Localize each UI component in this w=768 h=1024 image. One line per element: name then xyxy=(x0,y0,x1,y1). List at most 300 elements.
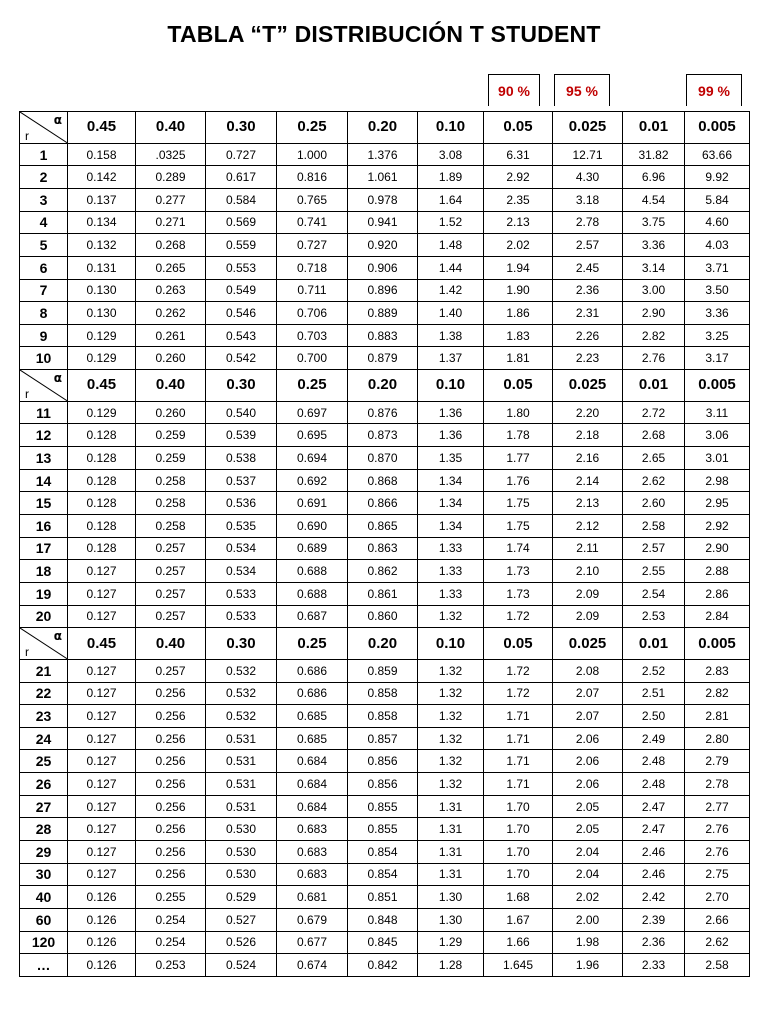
table-row xyxy=(20,188,750,211)
critical-value-cell: 2.20 xyxy=(553,401,623,424)
critical-value-cell: 1.32 xyxy=(418,773,484,796)
critical-value-cell: 0.534 xyxy=(206,560,277,583)
critical-value-cell: 4.54 xyxy=(623,188,685,211)
critical-value-cell: 0.259 xyxy=(136,447,206,470)
critical-value-cell: 1.33 xyxy=(418,582,484,605)
critical-value-cell: 0.862 xyxy=(348,560,418,583)
r-symbol: r xyxy=(25,128,29,143)
critical-value-cell: 0.127 xyxy=(68,560,136,583)
critical-value-cell: 2.11 xyxy=(553,537,623,560)
critical-value-cell: 0.134 xyxy=(68,211,136,234)
table-row xyxy=(20,256,750,279)
alpha-header-cell: 0.40 xyxy=(136,628,206,660)
critical-value-cell: 2.62 xyxy=(623,469,685,492)
critical-value-cell: 3.50 xyxy=(685,279,750,302)
critical-value-cell: 0.256 xyxy=(136,705,206,728)
critical-value-cell: 1.78 xyxy=(484,424,553,447)
critical-value-cell: 0.683 xyxy=(277,818,348,841)
critical-value-cell: 2.07 xyxy=(553,705,623,728)
critical-value-cell: 0.130 xyxy=(68,279,136,302)
critical-value-cell: 0.889 xyxy=(348,302,418,325)
alpha-header-row xyxy=(20,370,750,402)
critical-value-cell: 1.66 xyxy=(484,931,553,954)
critical-value-cell: 6.96 xyxy=(623,166,685,189)
critical-value-cell: 0.861 xyxy=(348,582,418,605)
critical-value-cell: 0.126 xyxy=(68,931,136,954)
critical-value-cell: 0.277 xyxy=(136,188,206,211)
critical-value-cell: 2.76 xyxy=(685,818,750,841)
critical-value-cell: 0.257 xyxy=(136,560,206,583)
degrees-of-freedom-cell: 11 xyxy=(20,401,68,424)
degrees-of-freedom-cell: 25 xyxy=(20,750,68,773)
alpha-header-cell: 0.005 xyxy=(685,112,750,144)
critical-value-cell: 0.538 xyxy=(206,447,277,470)
critical-value-cell: 1.64 xyxy=(418,188,484,211)
critical-value-cell: 1.000 xyxy=(277,143,348,166)
critical-value-cell: 2.10 xyxy=(553,560,623,583)
critical-value-cell: 1.30 xyxy=(418,886,484,909)
critical-value-cell: 2.86 xyxy=(685,582,750,605)
critical-value-cell: 2.33 xyxy=(623,954,685,977)
critical-value-cell: 0.526 xyxy=(206,931,277,954)
critical-value-cell: 1.34 xyxy=(418,514,484,537)
confidence-99-label: 99 % xyxy=(686,74,742,106)
critical-value-cell: 3.08 xyxy=(418,143,484,166)
critical-value-cell: 0.681 xyxy=(277,886,348,909)
critical-value-cell: 0.532 xyxy=(206,659,277,682)
critical-value-cell: 0.258 xyxy=(136,514,206,537)
critical-value-cell: 1.645 xyxy=(484,954,553,977)
critical-value-cell: 2.09 xyxy=(553,605,623,628)
table-row xyxy=(20,560,750,583)
critical-value-cell: 1.38 xyxy=(418,324,484,347)
degrees-of-freedom-cell: 27 xyxy=(20,795,68,818)
critical-value-cell: 0.130 xyxy=(68,302,136,325)
critical-value-cell: 0.533 xyxy=(206,605,277,628)
critical-value-cell: 0.920 xyxy=(348,234,418,257)
alpha-header-cell: 0.005 xyxy=(685,628,750,660)
critical-value-cell: 0.879 xyxy=(348,347,418,370)
critical-value-cell: 3.71 xyxy=(685,256,750,279)
critical-value-cell: 0.268 xyxy=(136,234,206,257)
critical-value-cell: 0.718 xyxy=(277,256,348,279)
alpha-header-cell: 0.30 xyxy=(206,112,277,144)
critical-value-cell: .0325 xyxy=(136,143,206,166)
alpha-header-row xyxy=(20,112,750,144)
critical-value-cell: 2.46 xyxy=(623,863,685,886)
critical-value-cell: 1.376 xyxy=(348,143,418,166)
critical-value-cell: 0.533 xyxy=(206,582,277,605)
critical-value-cell: 0.727 xyxy=(277,234,348,257)
critical-value-cell: 0.534 xyxy=(206,537,277,560)
critical-value-cell: 4.60 xyxy=(685,211,750,234)
critical-value-cell: 0.257 xyxy=(136,537,206,560)
critical-value-cell: 1.31 xyxy=(418,863,484,886)
alpha-header-cell: 0.25 xyxy=(277,112,348,144)
critical-value-cell: 0.127 xyxy=(68,582,136,605)
critical-value-cell: 0.584 xyxy=(206,188,277,211)
critical-value-cell: 2.04 xyxy=(553,841,623,864)
critical-value-cell: 0.863 xyxy=(348,537,418,560)
critical-value-cell: 0.128 xyxy=(68,514,136,537)
critical-value-cell: 0.530 xyxy=(206,863,277,886)
alpha-symbol: α xyxy=(53,371,62,386)
critical-value-cell: 2.75 xyxy=(685,863,750,886)
critical-value-cell: 1.33 xyxy=(418,560,484,583)
table-row xyxy=(20,908,750,931)
critical-value-cell: 0.694 xyxy=(277,447,348,470)
critical-value-cell: 1.061 xyxy=(348,166,418,189)
degrees-of-freedom-cell: 24 xyxy=(20,727,68,750)
degrees-of-freedom-cell: … xyxy=(20,954,68,977)
critical-value-cell: 2.57 xyxy=(623,537,685,560)
critical-value-cell: 2.16 xyxy=(553,447,623,470)
critical-value-cell: 2.77 xyxy=(685,795,750,818)
table-row xyxy=(20,279,750,302)
critical-value-cell: 0.685 xyxy=(277,727,348,750)
table-row xyxy=(20,143,750,166)
r-symbol: r xyxy=(25,644,29,659)
critical-value-cell: 0.254 xyxy=(136,931,206,954)
critical-value-cell: 3.25 xyxy=(685,324,750,347)
critical-value-cell: 0.866 xyxy=(348,492,418,515)
critical-value-cell: 0.531 xyxy=(206,773,277,796)
critical-value-cell: 0.845 xyxy=(348,931,418,954)
critical-value-cell: 0.256 xyxy=(136,773,206,796)
alpha-header-row xyxy=(20,628,750,660)
critical-value-cell: 5.84 xyxy=(685,188,750,211)
critical-value-cell: 2.78 xyxy=(553,211,623,234)
critical-value-cell: 12.71 xyxy=(553,143,623,166)
critical-value-cell: 2.90 xyxy=(685,537,750,560)
table-row xyxy=(20,954,750,977)
critical-value-cell: 1.72 xyxy=(484,605,553,628)
critical-value-cell: 3.06 xyxy=(685,424,750,447)
critical-value-cell: 0.873 xyxy=(348,424,418,447)
alpha-header-cell: 0.30 xyxy=(206,370,277,402)
critical-value-cell: 3.18 xyxy=(553,188,623,211)
alpha-header-cell: 0.45 xyxy=(68,370,136,402)
critical-value-cell: 1.86 xyxy=(484,302,553,325)
critical-value-cell: 2.18 xyxy=(553,424,623,447)
critical-value-cell: 2.52 xyxy=(623,659,685,682)
critical-value-cell: 1.31 xyxy=(418,818,484,841)
critical-value-cell: 0.559 xyxy=(206,234,277,257)
critical-value-cell: 1.30 xyxy=(418,908,484,931)
critical-value-cell: 1.40 xyxy=(418,302,484,325)
critical-value-cell: 0.127 xyxy=(68,682,136,705)
critical-value-cell: 0.553 xyxy=(206,256,277,279)
critical-value-cell: 1.75 xyxy=(484,492,553,515)
critical-value-cell: 2.70 xyxy=(685,886,750,909)
degrees-of-freedom-cell: 5 xyxy=(20,234,68,257)
alpha-header-cell: 0.20 xyxy=(348,628,418,660)
critical-value-cell: 0.262 xyxy=(136,302,206,325)
critical-value-cell: 0.854 xyxy=(348,863,418,886)
table-row xyxy=(20,818,750,841)
table-row xyxy=(20,469,750,492)
critical-value-cell: 2.39 xyxy=(623,908,685,931)
critical-value-cell: 3.14 xyxy=(623,256,685,279)
critical-value-cell: 1.32 xyxy=(418,727,484,750)
critical-value-cell: 1.76 xyxy=(484,469,553,492)
critical-value-cell: 0.700 xyxy=(277,347,348,370)
critical-value-cell: 4.30 xyxy=(553,166,623,189)
critical-value-cell: 2.05 xyxy=(553,818,623,841)
critical-value-cell: 1.70 xyxy=(484,795,553,818)
critical-value-cell: 0.851 xyxy=(348,886,418,909)
critical-value-cell: 1.31 xyxy=(418,795,484,818)
critical-value-cell: 0.132 xyxy=(68,234,136,257)
critical-value-cell: 2.81 xyxy=(685,705,750,728)
critical-value-cell: 1.28 xyxy=(418,954,484,977)
critical-value-cell: 2.80 xyxy=(685,727,750,750)
critical-value-cell: 0.706 xyxy=(277,302,348,325)
table-row xyxy=(20,931,750,954)
critical-value-cell: 0.127 xyxy=(68,863,136,886)
critical-value-cell: 3.36 xyxy=(685,302,750,325)
critical-value-cell: 0.259 xyxy=(136,424,206,447)
critical-value-cell: 0.254 xyxy=(136,908,206,931)
critical-value-cell: 0.674 xyxy=(277,954,348,977)
critical-value-cell: 2.51 xyxy=(623,682,685,705)
alpha-r-corner-cell xyxy=(20,370,68,402)
critical-value-cell: 0.289 xyxy=(136,166,206,189)
critical-value-cell: 2.13 xyxy=(484,211,553,234)
degrees-of-freedom-cell: 19 xyxy=(20,582,68,605)
critical-value-cell: 2.02 xyxy=(553,886,623,909)
table-row xyxy=(20,582,750,605)
critical-value-cell: 0.540 xyxy=(206,401,277,424)
critical-value-cell: 0.727 xyxy=(206,143,277,166)
critical-value-cell: 2.08 xyxy=(553,659,623,682)
critical-value-cell: 0.906 xyxy=(348,256,418,279)
critical-value-cell: 0.127 xyxy=(68,841,136,864)
critical-value-cell: 2.84 xyxy=(685,605,750,628)
critical-value-cell: 1.70 xyxy=(484,863,553,886)
critical-value-cell: 1.81 xyxy=(484,347,553,370)
critical-value-cell: 0.978 xyxy=(348,188,418,211)
alpha-symbol: α xyxy=(53,113,62,127)
critical-value-cell: 2.72 xyxy=(623,401,685,424)
degrees-of-freedom-cell: 7 xyxy=(20,279,68,302)
critical-value-cell: 1.71 xyxy=(484,750,553,773)
alpha-r-corner-cell xyxy=(20,628,68,660)
critical-value-cell: 2.55 xyxy=(623,560,685,583)
table-row xyxy=(20,795,750,818)
critical-value-cell: 0.539 xyxy=(206,424,277,447)
critical-value-cell: 1.77 xyxy=(484,447,553,470)
confidence-90-label: 90 % xyxy=(488,74,540,106)
critical-value-cell: 0.535 xyxy=(206,514,277,537)
critical-value-cell: 0.127 xyxy=(68,795,136,818)
critical-value-cell: 0.127 xyxy=(68,818,136,841)
critical-value-cell: 1.70 xyxy=(484,818,553,841)
degrees-of-freedom-cell: 1 xyxy=(20,143,68,166)
critical-value-cell: 0.868 xyxy=(348,469,418,492)
critical-value-cell: 0.941 xyxy=(348,211,418,234)
critical-value-cell: 2.06 xyxy=(553,727,623,750)
critical-value-cell: 0.263 xyxy=(136,279,206,302)
critical-value-cell: 1.52 xyxy=(418,211,484,234)
critical-value-cell: 0.765 xyxy=(277,188,348,211)
critical-value-cell: 1.68 xyxy=(484,886,553,909)
critical-value-cell: 0.531 xyxy=(206,795,277,818)
table-row xyxy=(20,401,750,424)
alpha-header-cell: 0.05 xyxy=(484,370,553,402)
critical-value-cell: 2.31 xyxy=(553,302,623,325)
table-row xyxy=(20,211,750,234)
degrees-of-freedom-cell: 13 xyxy=(20,447,68,470)
critical-value-cell: 0.684 xyxy=(277,773,348,796)
critical-value-cell: 0.683 xyxy=(277,841,348,864)
critical-value-cell: 0.255 xyxy=(136,886,206,909)
critical-value-cell: 2.83 xyxy=(685,659,750,682)
critical-value-cell: 2.78 xyxy=(685,773,750,796)
degrees-of-freedom-cell: 14 xyxy=(20,469,68,492)
alpha-header-cell: 0.10 xyxy=(418,112,484,144)
critical-value-cell: 1.94 xyxy=(484,256,553,279)
alpha-header-cell: 0.10 xyxy=(418,628,484,660)
critical-value-cell: 0.695 xyxy=(277,424,348,447)
critical-value-cell: 2.12 xyxy=(553,514,623,537)
critical-value-cell: 0.683 xyxy=(277,863,348,886)
critical-value-cell: 3.75 xyxy=(623,211,685,234)
critical-value-cell: 1.35 xyxy=(418,447,484,470)
critical-value-cell: 2.82 xyxy=(623,324,685,347)
critical-value-cell: 63.66 xyxy=(685,143,750,166)
degrees-of-freedom-cell: 9 xyxy=(20,324,68,347)
critical-value-cell: 1.37 xyxy=(418,347,484,370)
critical-value-cell: 2.66 xyxy=(685,908,750,931)
critical-value-cell: 0.257 xyxy=(136,605,206,628)
alpha-header-cell: 0.25 xyxy=(277,628,348,660)
critical-value-cell: 2.50 xyxy=(623,705,685,728)
table-row xyxy=(20,750,750,773)
critical-value-cell: 0.129 xyxy=(68,347,136,370)
critical-value-cell: 2.58 xyxy=(623,514,685,537)
critical-value-cell: 0.856 xyxy=(348,773,418,796)
critical-value-cell: 2.14 xyxy=(553,469,623,492)
critical-value-cell: 2.49 xyxy=(623,727,685,750)
critical-value-cell: 0.257 xyxy=(136,659,206,682)
table-row xyxy=(20,705,750,728)
critical-value-cell: 1.72 xyxy=(484,682,553,705)
degrees-of-freedom-cell: 8 xyxy=(20,302,68,325)
critical-value-cell: 0.127 xyxy=(68,727,136,750)
critical-value-cell: 0.256 xyxy=(136,682,206,705)
critical-value-cell: 0.684 xyxy=(277,795,348,818)
critical-value-cell: 2.57 xyxy=(553,234,623,257)
critical-value-cell: 1.29 xyxy=(418,931,484,954)
degrees-of-freedom-cell: 29 xyxy=(20,841,68,864)
critical-value-cell: 1.71 xyxy=(484,705,553,728)
critical-value-cell: 1.75 xyxy=(484,514,553,537)
critical-value-cell: 0.129 xyxy=(68,324,136,347)
critical-value-cell: 2.68 xyxy=(623,424,685,447)
critical-value-cell: 1.32 xyxy=(418,659,484,682)
alpha-header-cell: 0.025 xyxy=(553,628,623,660)
critical-value-cell: 2.76 xyxy=(685,841,750,864)
alpha-header-cell: 0.20 xyxy=(348,112,418,144)
critical-value-cell: 1.83 xyxy=(484,324,553,347)
critical-value-cell: 0.256 xyxy=(136,863,206,886)
critical-value-cell: 1.32 xyxy=(418,682,484,705)
alpha-header-cell: 0.01 xyxy=(623,112,685,144)
critical-value-cell: 2.95 xyxy=(685,492,750,515)
critical-value-cell: 0.569 xyxy=(206,211,277,234)
critical-value-cell: 0.128 xyxy=(68,492,136,515)
table-row xyxy=(20,682,750,705)
critical-value-cell: 0.883 xyxy=(348,324,418,347)
critical-value-cell: 0.860 xyxy=(348,605,418,628)
critical-value-cell: 0.260 xyxy=(136,347,206,370)
critical-value-cell: 2.07 xyxy=(553,682,623,705)
t-distribution-table xyxy=(19,111,750,977)
critical-value-cell: 2.47 xyxy=(623,818,685,841)
critical-value-cell: 2.48 xyxy=(623,750,685,773)
critical-value-cell: 0.854 xyxy=(348,841,418,864)
critical-value-cell: 0.855 xyxy=(348,795,418,818)
critical-value-cell: 0.129 xyxy=(68,401,136,424)
critical-value-cell: 0.524 xyxy=(206,954,277,977)
alpha-header-cell: 0.025 xyxy=(553,370,623,402)
critical-value-cell: 1.36 xyxy=(418,424,484,447)
confidence-95-label: 95 % xyxy=(554,74,610,106)
critical-value-cell: 1.74 xyxy=(484,537,553,560)
critical-value-cell: 2.54 xyxy=(623,582,685,605)
critical-value-cell: 0.858 xyxy=(348,682,418,705)
critical-value-cell: 2.04 xyxy=(553,863,623,886)
table-row xyxy=(20,347,750,370)
table-row xyxy=(20,863,750,886)
critical-value-cell: 1.89 xyxy=(418,166,484,189)
critical-value-cell: 2.47 xyxy=(623,795,685,818)
table-row xyxy=(20,492,750,515)
critical-value-cell: 0.816 xyxy=(277,166,348,189)
critical-value-cell: 1.44 xyxy=(418,256,484,279)
critical-value-cell: 3.36 xyxy=(623,234,685,257)
critical-value-cell: 0.896 xyxy=(348,279,418,302)
critical-value-cell: 1.96 xyxy=(553,954,623,977)
critical-value-cell: 0.258 xyxy=(136,469,206,492)
critical-value-cell: 2.65 xyxy=(623,447,685,470)
critical-value-cell: 2.13 xyxy=(553,492,623,515)
critical-value-cell: 4.03 xyxy=(685,234,750,257)
critical-value-cell: 0.679 xyxy=(277,908,348,931)
critical-value-cell: 0.687 xyxy=(277,605,348,628)
alpha-symbol: α xyxy=(53,629,62,644)
critical-value-cell: 0.859 xyxy=(348,659,418,682)
critical-value-cell: 3.00 xyxy=(623,279,685,302)
critical-value-cell: 0.856 xyxy=(348,750,418,773)
critical-value-cell: 2.42 xyxy=(623,886,685,909)
critical-value-cell: 1.80 xyxy=(484,401,553,424)
critical-value-cell: 0.690 xyxy=(277,514,348,537)
table-row xyxy=(20,324,750,347)
critical-value-cell: 1.90 xyxy=(484,279,553,302)
critical-value-cell: 1.34 xyxy=(418,492,484,515)
degrees-of-freedom-cell: 20 xyxy=(20,605,68,628)
degrees-of-freedom-cell: 30 xyxy=(20,863,68,886)
alpha-header-cell: 0.01 xyxy=(623,628,685,660)
table-row xyxy=(20,659,750,682)
degrees-of-freedom-cell: 26 xyxy=(20,773,68,796)
alpha-r-corner-cell xyxy=(20,112,68,144)
critical-value-cell: 1.67 xyxy=(484,908,553,931)
critical-value-cell: 2.58 xyxy=(685,954,750,977)
critical-value-cell: 3.17 xyxy=(685,347,750,370)
